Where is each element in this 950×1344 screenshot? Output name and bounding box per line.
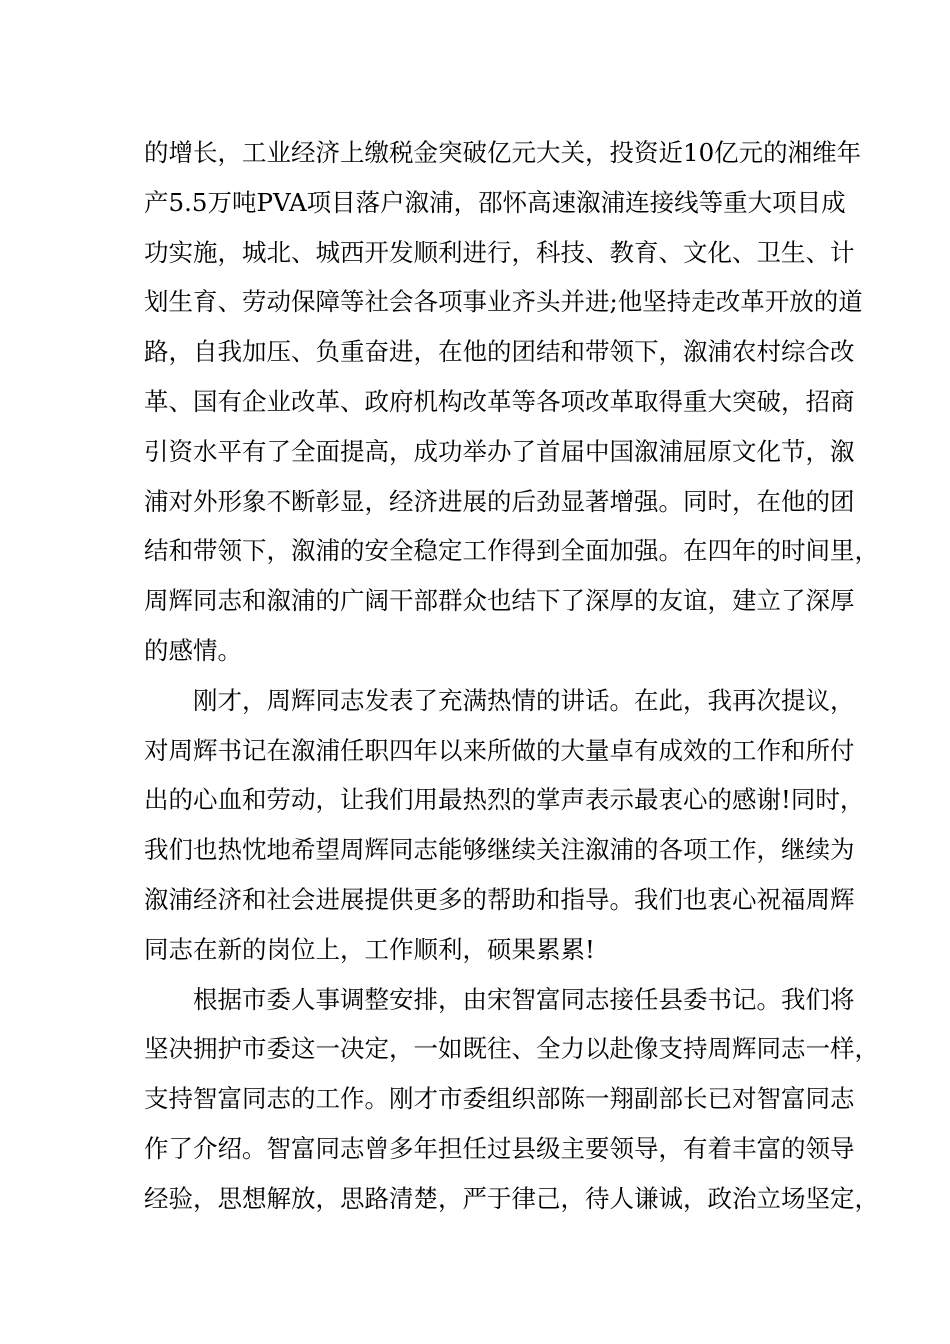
text-line: 同志在新的岗位上，工作顺利，硕果累累!	[144, 934, 595, 964]
paragraph-3	[144, 975, 879, 1224]
text-line: 浦对外形象不断彰显，经济进展的后劲显著增强。同时，在他的团	[144, 486, 855, 516]
text-line: 的感情。	[144, 635, 242, 665]
text-line: 结和带领下，溆浦的安全稳定工作得到全面加强。在四年的时间里，	[144, 536, 879, 566]
paragraph-2	[144, 676, 865, 975]
text-line: 根据市委人事调整安排，由宋智富同志接任县委书记。我们将	[193, 984, 855, 1014]
text-line: 的增长，工业经济上缴税金突破亿元大关，投资近10亿元的湘维年	[144, 138, 862, 167]
text-line: 坚决拥护市委这一决定，一如既往、全力以赴像支持周辉同志一样，	[144, 1034, 879, 1064]
text-line: 革、国有企业改革、政府机构改革等各项改革取得重大突破，招商	[144, 386, 855, 416]
text-line: 出的心血和劳动，让我们用最热烈的掌声表示最衷心的感谢!同时，	[144, 785, 865, 815]
text-line: 路，自我加压、负重奋进，在他的团结和带领下，溆浦农村综合改	[144, 337, 855, 367]
text-line: 引资水平有了全面提高，成功举办了首届中国溆浦屈原文化节，溆	[144, 436, 855, 466]
text-line: 功实施，城北、城西开发顺利进行，科技、教育、文化、卫生、计	[144, 237, 855, 267]
text-line: 作了介绍。智富同志曾多年担任过县级主要领导，有着丰富的领导	[144, 1133, 855, 1163]
text-line: 产5.5万吨PVA项目落户溆浦，邵怀高速溆浦连接线等重大项目成	[144, 187, 846, 217]
text-line: 经验，思想解放，思路清楚，严于律己，待人谦诚，政治立场坚定，	[144, 1183, 879, 1213]
text-line: 我们也热忱地希望周辉同志能够继续关注溆浦的各项工作，继续为	[144, 835, 855, 865]
text-line: 对周辉书记在溆浦任职四年以来所做的大量卓有成效的工作和所付	[144, 735, 855, 765]
text-line: 溆浦经济和社会进展提供更多的帮助和指导。我们也衷心祝福周辉	[144, 884, 855, 914]
text-line: 周辉同志和溆浦的广阔干部群众也结下了深厚的友谊，建立了深厚	[144, 586, 855, 616]
text-line: 支持智富同志的工作。刚才市委组织部陈一翔副部长已对智富同志	[144, 1084, 855, 1114]
text-line: 刚才，周辉同志发表了充满热情的讲话。在此，我再次提议，	[193, 685, 855, 715]
paragraph-1	[144, 128, 879, 676]
text-line: 划生育、劳动保障等社会各项事业齐头并进;他坚持走改革开放的道	[144, 287, 863, 317]
body-text	[144, 128, 879, 1224]
